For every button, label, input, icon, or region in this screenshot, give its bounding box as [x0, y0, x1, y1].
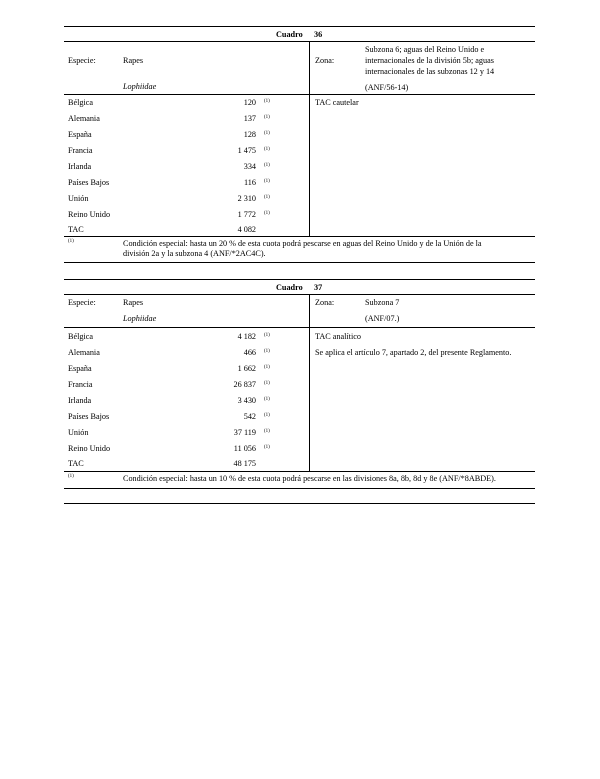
especie-label: Especie: — [68, 56, 96, 65]
quota-value: 116 — [244, 178, 256, 187]
quota-value: 26 837 — [233, 380, 256, 389]
footnote-ref: (1) — [264, 333, 270, 338]
quota-value: 11 056 — [233, 444, 256, 453]
bottom-rule-secondary — [64, 503, 535, 504]
especie-latin-name: Lophiidae — [123, 82, 157, 91]
especie-common-name: Rapes — [123, 298, 144, 307]
country-name: Francia — [68, 146, 93, 155]
footnote-ref: (1) — [264, 115, 270, 120]
quota-value: 37 119 — [233, 428, 256, 437]
country-name: Países Bajos — [68, 412, 110, 421]
cuadro-37-table — [64, 279, 535, 509]
bottom-rule — [64, 262, 535, 263]
footnote-ref: (1) — [264, 349, 270, 354]
quota-value: 48 175 — [233, 459, 256, 468]
footnote-ref: (1) — [264, 131, 270, 136]
footnote-ref: (1) — [264, 99, 270, 104]
footnote-ref: (1) — [264, 365, 270, 370]
zona-line-3: internacionales de las subzonas 12 y 14 — [365, 67, 495, 76]
country-name: Alemania — [68, 114, 100, 123]
zona-line-1: Subzona 7 — [365, 298, 400, 307]
country-name: Francia — [68, 380, 93, 389]
quota-value: 2 310 — [237, 194, 256, 203]
quota-value: 4 182 — [237, 332, 256, 341]
country-name: Irlanda — [68, 162, 92, 171]
quota-value: 120 — [243, 98, 256, 107]
country-name: TAC — [68, 459, 84, 468]
especie-latin-name: Lophiidae — [123, 314, 157, 323]
footnote-line-2: división 2a y la subzona 4 (ANF/*2AC4C). — [123, 249, 266, 258]
footnote-ref: (1) — [264, 413, 270, 418]
country-name: Reino Unido — [68, 444, 111, 453]
header-rule — [64, 294, 535, 295]
rows-rule — [64, 327, 535, 328]
remark-text: TAC analítico — [315, 332, 361, 341]
country-name: España — [68, 364, 92, 373]
footnote-ref: (1) — [264, 147, 270, 152]
bottom-rule — [64, 488, 535, 489]
footnote-mark: (1) — [68, 239, 74, 244]
country-name: Irlanda — [68, 396, 92, 405]
cuadro-label: Cuadro — [276, 30, 303, 39]
country-name: Unión — [68, 428, 89, 437]
zona-divider — [309, 41, 310, 99]
header-rule — [64, 41, 535, 42]
footnote-line-1: Condición especial: hasta un 10 % de esta cuota podrá pescarse en las divisiones 8a, 8b, 8d y 8e (ANF/*8ABDE). — [123, 474, 496, 483]
quota-value: 3 430 — [237, 396, 256, 405]
footnote-rule — [64, 471, 535, 472]
quota-value: 128 — [243, 130, 256, 139]
quota-value: 1 772 — [237, 210, 256, 219]
zona-label: Zona: — [315, 298, 335, 307]
country-name: Alemania — [68, 348, 100, 357]
remarks-divider — [309, 327, 310, 471]
zona-label: Zona: — [315, 56, 335, 65]
country-name: Países Bajos — [68, 178, 110, 187]
footnote-ref: (1) — [264, 397, 270, 402]
quota-value: 1 662 — [237, 364, 256, 373]
zona-divider — [309, 294, 310, 328]
zona-line-1: Subzona 6; aguas del Reino Unido e — [365, 45, 485, 54]
cuadro-number: 37 — [314, 283, 323, 292]
country-name: TAC — [68, 225, 84, 234]
remark-text: TAC cautelar — [315, 98, 359, 107]
footnote-ref: (1) — [264, 195, 270, 200]
zona-code: (ANF/07.) — [365, 314, 400, 323]
footnote-ref: (1) — [264, 381, 270, 386]
zona-code: (ANF/56-14) — [365, 83, 409, 92]
footnote-line-1: Condición especial: hasta un 20 % de esta cuota podrá pescarse en aguas del Reino Unido y de la Unión de la — [123, 239, 482, 248]
quota-value: 137 — [243, 114, 256, 123]
country-name: España — [68, 130, 92, 139]
footnote-ref: (1) — [264, 179, 270, 184]
country-name: Bélgica — [68, 98, 94, 107]
rows-rule — [64, 94, 535, 95]
cuadro-label: Cuadro — [276, 283, 303, 292]
quota-value: 542 — [243, 412, 256, 421]
quota-value: 334 — [243, 162, 256, 171]
cuadro-36-table — [64, 26, 535, 266]
especie-common-name: Rapes — [123, 56, 144, 65]
quota-value: 1 475 — [237, 146, 256, 155]
remarks-divider — [309, 94, 310, 236]
footnote-ref: (1) — [264, 445, 270, 450]
top-rule — [64, 26, 535, 27]
country-name: Reino Unido — [68, 210, 111, 219]
quota-value: 466 — [243, 348, 256, 357]
footnote-ref: (1) — [264, 211, 270, 216]
footnote-ref: (1) — [264, 429, 270, 434]
footnote-rule — [64, 236, 535, 237]
cuadro-number: 36 — [314, 30, 323, 39]
remark-text: Se aplica el artículo 7, apartado 2, del presente Reglamento. — [315, 348, 512, 357]
especie-label: Especie: — [68, 298, 96, 307]
footnote-mark: (1) — [68, 474, 74, 479]
footnote-ref: (1) — [264, 163, 270, 168]
top-rule — [64, 279, 535, 280]
zona-line-2: internacionales de la división 5b; aguas — [365, 56, 494, 65]
quota-value: 4 082 — [237, 225, 256, 234]
country-name: Unión — [68, 194, 89, 203]
country-name: Bélgica — [68, 332, 94, 341]
